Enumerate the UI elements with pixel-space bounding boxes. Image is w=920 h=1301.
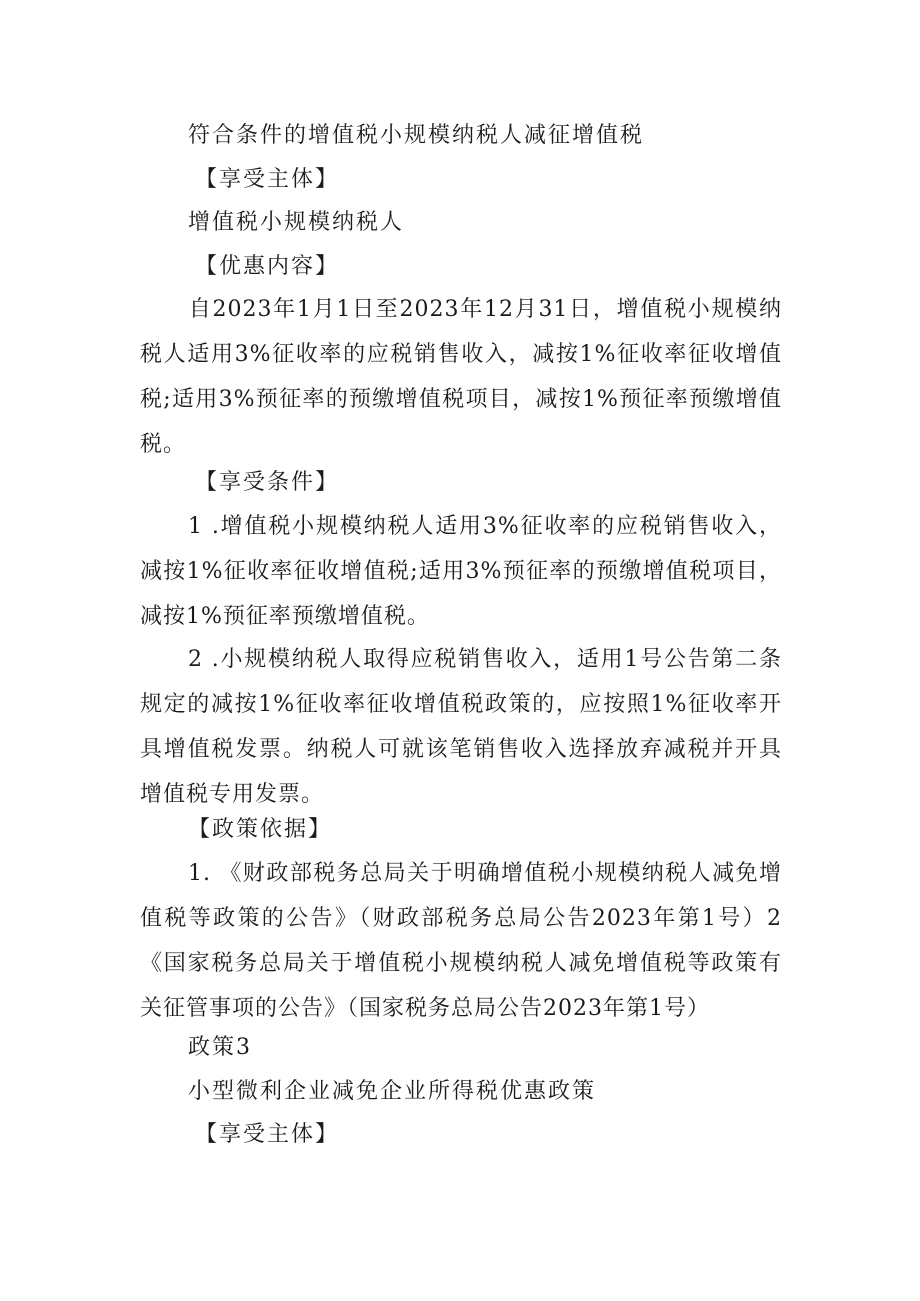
content-text: 自2023年1月1日至2023年12月31日，增值税小规模纳税人适用3%征收率的应税销售收入，减按1%征收率征收增值税;适用3%预征率的预缴增值税项目，减按1%预征率预缴增值税。 bbox=[140, 297, 782, 457]
policy-number-label: 政策3 bbox=[188, 1035, 252, 1060]
basis-paragraph bbox=[140, 851, 782, 1031]
policy-title: 符合条件的增值税小规模纳税人减征增值税 bbox=[188, 123, 645, 148]
section-heading-subject-3: 【享受主体】 bbox=[195, 1122, 340, 1147]
policy-3-title: 小型微利企业减免企业所得税优惠政策 bbox=[188, 1079, 597, 1104]
condition-item-2 bbox=[140, 637, 782, 817]
section-heading-basis: 【政策依据】 bbox=[188, 817, 333, 842]
section-heading-conditions: 【享受条件】 bbox=[195, 470, 340, 495]
basis-text: 1. 《财政部税务总局关于明确增值税小规模纳税人减免增值税等政策的公告》（财政部税务总局公告2023年第1号）2《国家税务总局关于增值税小规模纳税人减免增值税等政策有关征管事项的公告》（国家税务总局公告2023年第1号） bbox=[140, 861, 782, 1021]
section-heading-subject: 【享受主体】 bbox=[195, 167, 340, 192]
condition-item-1 bbox=[140, 504, 782, 639]
condition-text-1: 1 .增值税小规模纳税人适用3%征收率的应税销售收入，减按1%征收率征收增值税;适用3%预征率的预缴增值税项目，减按1%预征率预缴增值税。 bbox=[140, 514, 782, 629]
subject-text: 增值税小规模纳税人 bbox=[188, 210, 405, 235]
condition-text-2: 2 .小规模纳税人取得应税销售收入，适用1号公告第二条规定的减按1%征收率征收增值税政策的，应按照1%征收率开具增值税发票。纳税人可就该笔销售收入选择放弃减税并开具增值税专用发票。 bbox=[140, 647, 782, 807]
content-paragraph bbox=[140, 287, 782, 467]
section-heading-content: 【优惠内容】 bbox=[195, 254, 340, 279]
